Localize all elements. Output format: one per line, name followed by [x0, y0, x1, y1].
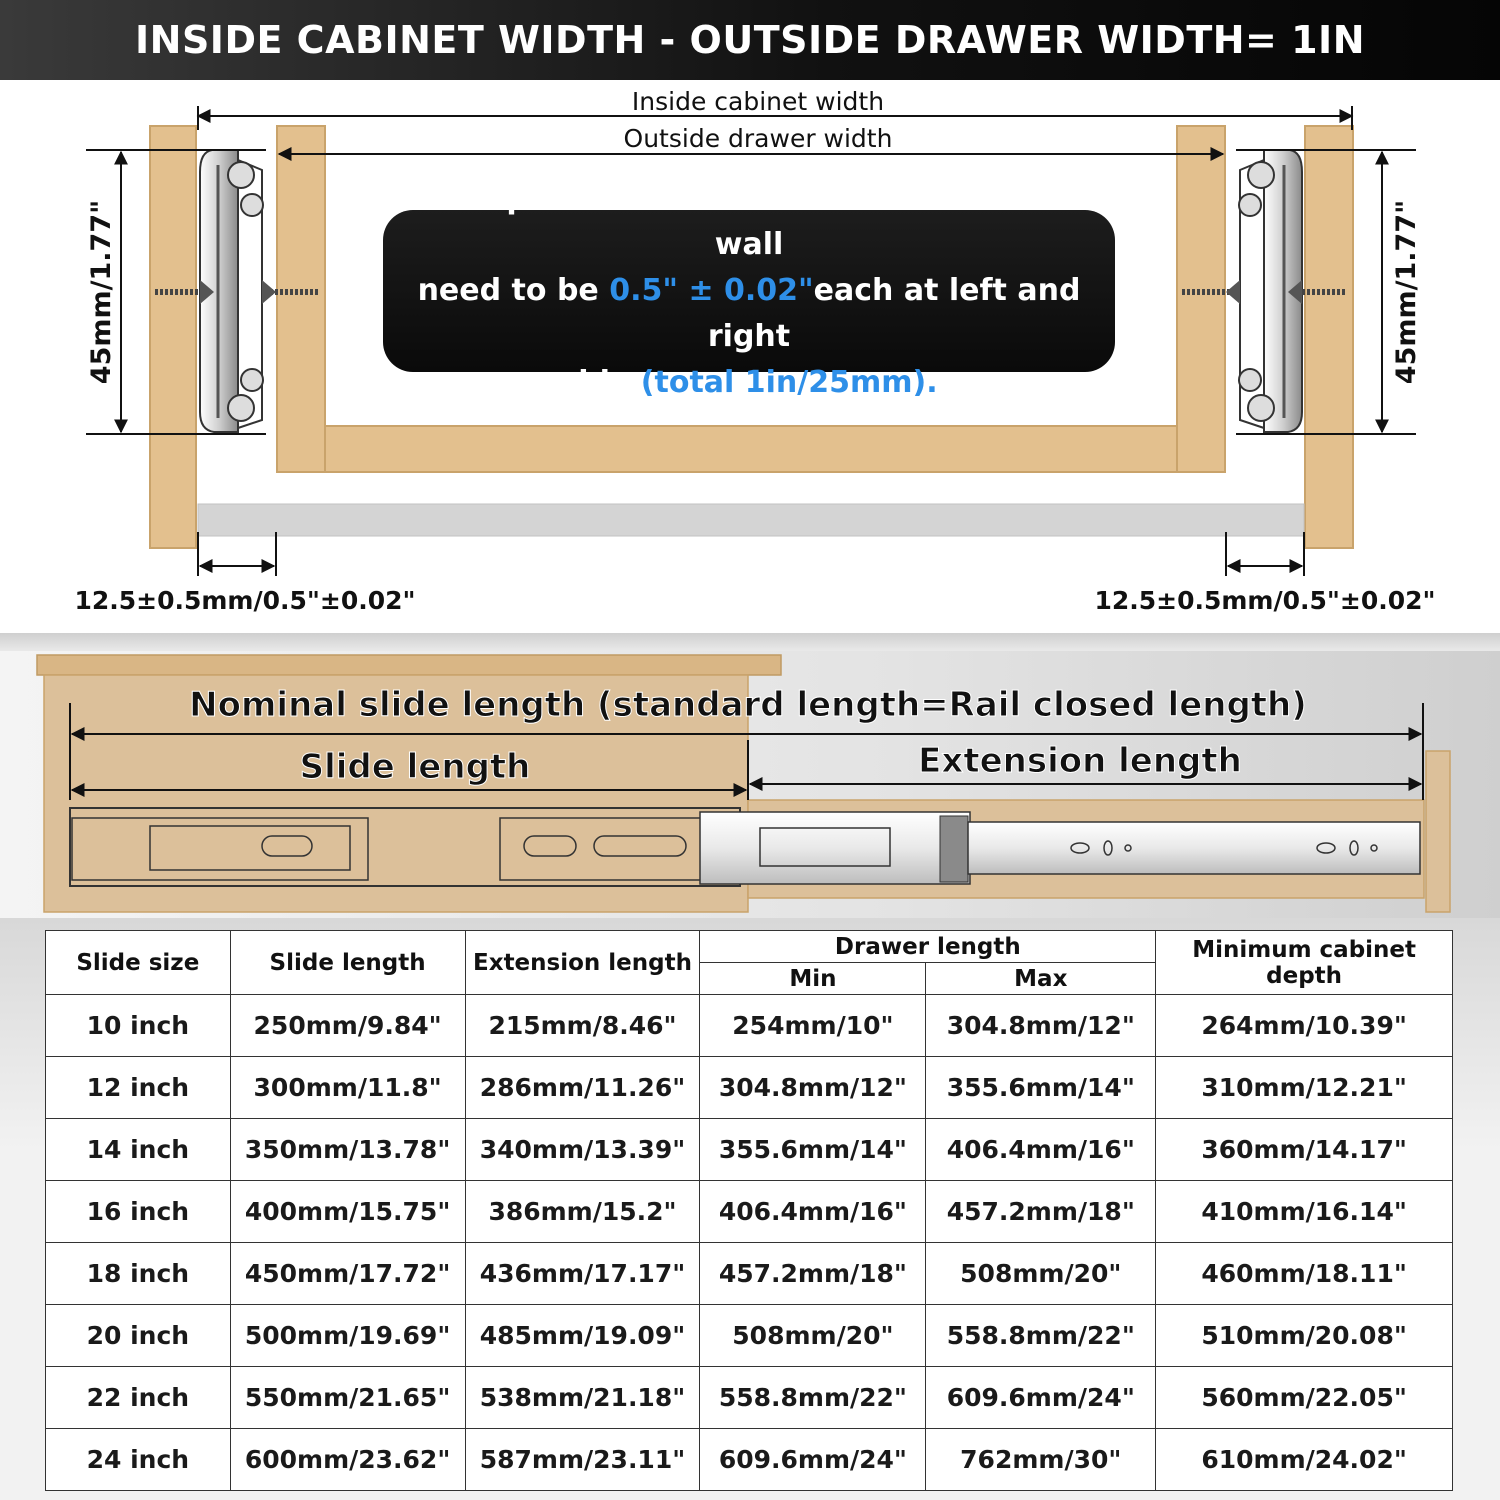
cell-drawer-max: 558.8mm/22"	[926, 1305, 1156, 1367]
cell-drawer-max: 762mm/30"	[926, 1429, 1156, 1491]
cell-drawer-max: 508mm/20"	[926, 1243, 1156, 1305]
height-label-right: 45mm/1.77"	[1391, 199, 1422, 385]
table-row	[46, 995, 1453, 1057]
header-slide-length: Slide length	[230, 931, 465, 995]
cell-slide-size: 16 inch	[46, 1181, 231, 1243]
inside-cabinet-width-label: Inside cabinet width	[631, 87, 885, 116]
outside-drawer-width-label: Outside drawer width	[623, 124, 893, 153]
cell-slide-length: 400mm/15.75"	[230, 1181, 465, 1243]
callout-gap-value: 0.5" ± 0.02"	[609, 273, 814, 308]
table-row	[46, 1181, 1453, 1243]
cell-extension-length: 340mm/13.39"	[465, 1119, 700, 1181]
cell-min-cabinet-depth: 410mm/16.14"	[1156, 1181, 1453, 1243]
table-row	[46, 1305, 1453, 1367]
cell-extension-length: 286mm/11.26"	[465, 1057, 700, 1119]
cell-drawer-max: 457.2mm/18"	[926, 1181, 1156, 1243]
cell-slide-size: 20 inch	[46, 1305, 231, 1367]
table-row	[46, 1057, 1453, 1119]
cell-slide-length: 450mm/17.72"	[230, 1243, 465, 1305]
cell-drawer-min: 457.2mm/18"	[700, 1243, 926, 1305]
cell-min-cabinet-depth: 360mm/14.17"	[1156, 1119, 1453, 1181]
cell-slide-length: 250mm/9.84"	[230, 995, 465, 1057]
cabinet-wall-right	[1305, 126, 1353, 548]
cell-slide-size: 24 inch	[46, 1429, 231, 1491]
cabinet-wall-left	[150, 126, 196, 548]
cell-extension-length: 587mm/23.11"	[465, 1429, 700, 1491]
table-row	[46, 1243, 1453, 1305]
extension-length-label: Extension length	[918, 741, 1242, 781]
cabinet-top-board	[37, 655, 781, 675]
drawer-side-right	[1177, 126, 1225, 472]
callout-line3-prefix: side	[560, 365, 641, 400]
callout-line2-prefix: need to be	[417, 273, 610, 308]
cell-slide-size: 22 inch	[46, 1367, 231, 1429]
callout-line1: The space between drawer and cabinet wall	[415, 181, 1083, 262]
cell-slide-length: 550mm/21.65"	[230, 1367, 465, 1429]
cell-drawer-min: 558.8mm/22"	[700, 1367, 926, 1429]
slide-length-label: Slide length	[299, 747, 531, 787]
cell-slide-size: 18 inch	[46, 1243, 231, 1305]
cell-slide-size: 12 inch	[46, 1057, 231, 1119]
slide-length-diagram	[0, 651, 1500, 921]
callout-total-value: (total 1in/25mm).	[640, 365, 938, 400]
cell-min-cabinet-depth: 560mm/22.05"	[1156, 1367, 1453, 1429]
cell-min-cabinet-depth: 460mm/18.11"	[1156, 1243, 1453, 1305]
cell-min-cabinet-depth: 510mm/20.08"	[1156, 1305, 1453, 1367]
cell-slide-size: 14 inch	[46, 1119, 231, 1181]
header-extension-length: Extension length	[465, 931, 700, 995]
cabinet-shelf	[198, 504, 1304, 536]
header-drawer-length: Drawer length	[700, 931, 1156, 963]
cell-slide-length: 300mm/11.8"	[230, 1057, 465, 1119]
table-row	[46, 1367, 1453, 1429]
height-label-left: 45mm/1.77"	[86, 199, 117, 385]
cell-extension-length: 386mm/15.2"	[465, 1181, 700, 1243]
drawer-front-panel	[1426, 751, 1450, 912]
cell-min-cabinet-depth: 310mm/12.21"	[1156, 1057, 1453, 1119]
cell-drawer-max: 304.8mm/12"	[926, 995, 1156, 1057]
slide-spec-table	[45, 930, 1453, 1491]
cell-slide-length: 600mm/23.62"	[230, 1429, 465, 1491]
spacing-callout	[383, 181, 1115, 400]
cell-extension-length: 485mm/19.09"	[465, 1305, 700, 1367]
cell-extension-length: 436mm/17.17"	[465, 1243, 700, 1305]
cell-drawer-max: 406.4mm/16"	[926, 1119, 1156, 1181]
nominal-length-label: Nominal slide length (standard length=Rail closed length)	[189, 685, 1307, 725]
drawer-bottom	[325, 426, 1177, 472]
drawer-side-left	[277, 126, 325, 472]
cell-drawer-min: 355.6mm/14"	[700, 1119, 926, 1181]
gap-label-left: 12.5±0.5mm/0.5"±0.02"	[74, 586, 416, 615]
cell-drawer-min: 304.8mm/12"	[700, 1057, 926, 1119]
page-title-banner	[0, 0, 1500, 80]
cell-drawer-min: 406.4mm/16"	[700, 1181, 926, 1243]
cell-slide-length: 500mm/19.69"	[230, 1305, 465, 1367]
cell-slide-size: 10 inch	[46, 995, 231, 1057]
cell-drawer-max: 609.6mm/24"	[926, 1367, 1156, 1429]
callout-line2-suffix: each at left and right	[707, 273, 1081, 354]
cell-drawer-min: 508mm/20"	[700, 1305, 926, 1367]
header-drawer-min: Min	[700, 963, 926, 995]
gap-label-right: 12.5±0.5mm/0.5"±0.02"	[1094, 586, 1436, 615]
table-row	[46, 1119, 1453, 1181]
section-divider	[0, 633, 1500, 651]
cell-slide-length: 350mm/13.78"	[230, 1119, 465, 1181]
cell-drawer-max: 355.6mm/14"	[926, 1057, 1156, 1119]
table-row	[46, 1429, 1453, 1491]
cell-drawer-min: 254mm/10"	[700, 995, 926, 1057]
cell-min-cabinet-depth: 610mm/24.02"	[1156, 1429, 1453, 1491]
cell-extension-length: 215mm/8.46"	[465, 995, 700, 1057]
header-min-cabinet-depth: Minimum cabinet depth	[1156, 931, 1453, 995]
cell-min-cabinet-depth: 264mm/10.39"	[1156, 995, 1453, 1057]
header-drawer-max: Max	[926, 963, 1156, 995]
cell-drawer-min: 609.6mm/24"	[700, 1429, 926, 1491]
page-title: INSIDE CABINET WIDTH - OUTSIDE DRAWER WIDTH= 1IN	[135, 18, 1365, 62]
header-slide-size: Slide size	[46, 931, 231, 995]
cell-extension-length: 538mm/21.18"	[465, 1367, 700, 1429]
